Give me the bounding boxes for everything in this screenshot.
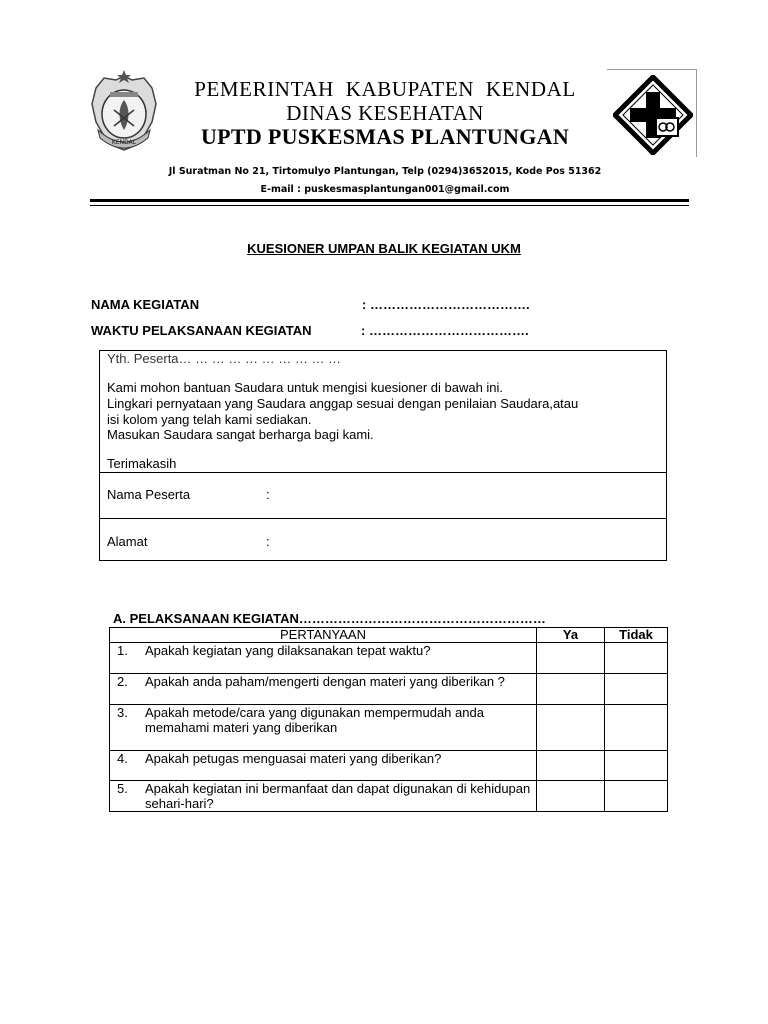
nama-kegiatan-field[interactable]: : ………………………………. <box>362 297 530 312</box>
nama-peserta-label: Nama Peserta <box>107 487 191 502</box>
crest-kendal-text: KENDAL <box>111 139 137 146</box>
section-a-heading: A. PELAKSANAAN KEGIATAN………………………………………………… <box>113 611 546 626</box>
column-header-ya: Ya <box>537 628 605 643</box>
question-number: 4. <box>117 751 128 766</box>
question-text: Apakah kegiatan yang dilaksanakan tepat waktu? <box>145 643 431 658</box>
question-text: Apakah anda paham/mengerti dengan materi yang diberikan ? <box>145 674 505 689</box>
answer-ya-cell[interactable] <box>537 643 605 674</box>
question-cell <box>110 781 537 812</box>
question-number: 5. <box>117 781 128 796</box>
table-row <box>110 781 668 812</box>
question-cell <box>110 674 537 705</box>
answer-ya-cell[interactable] <box>537 781 605 812</box>
waktu-pelaksanaan-field[interactable]: : ………………………………. <box>361 323 529 338</box>
answer-tidak-cell[interactable] <box>605 705 668 751</box>
intro-paragraph-3: isi kolom yang telah kami sediakan. <box>107 412 312 427</box>
alamat-field[interactable]: : <box>266 534 270 549</box>
intro-paragraph-1: Kami mohon bantuan Saudara untuk mengisi kuesioner di bawah ini. <box>107 380 504 395</box>
intro-paragraph-2: Lingkari pernyataan yang Saudara anggap sesuai dengan penilaian Saudara,atau <box>107 396 579 411</box>
header-rule-thin <box>90 205 689 206</box>
intro-thanks: Terimakasih <box>107 456 177 471</box>
nama-kegiatan-label: NAMA KEGIATAN <box>91 297 200 312</box>
answer-tidak-cell[interactable] <box>605 643 668 674</box>
answer-ya-cell[interactable] <box>537 674 605 705</box>
header-government: PEMERINTAH KABUPATEN KENDAL <box>194 77 576 101</box>
question-number: 3. <box>117 705 128 720</box>
alamat-label: Alamat <box>107 534 148 549</box>
header-email: E-mail : puskesmasplantungan001@gmail.com <box>260 184 510 195</box>
questionnaire-table <box>109 627 668 812</box>
question-text: Apakah petugas menguasai materi yang diberikan? <box>145 751 442 766</box>
intro-paragraph-4: Masukan Saudara sangat berharga bagi kami. <box>107 427 374 442</box>
answer-tidak-cell[interactable] <box>605 674 668 705</box>
intro-divider-2 <box>100 518 666 519</box>
table-row <box>110 643 668 674</box>
answer-tidak-cell[interactable] <box>605 751 668 781</box>
question-text: Apakah kegiatan ini bermanfaat dan dapat digunakan di kehidupan sehari-hari? <box>145 781 531 811</box>
header-department: DINAS KESEHATAN <box>286 101 484 125</box>
header-rule-thick <box>90 199 689 202</box>
intro-greeting: Yth. Peserta… … … … … … … … … … <box>107 351 342 366</box>
column-header-tidak: Tidak <box>605 628 668 643</box>
waktu-pelaksanaan-label: WAKTU PELAKSANAAN KEGIATAN <box>91 323 312 338</box>
nama-peserta-field[interactable]: : <box>266 487 270 502</box>
header-address: Jl Suratman No 21, Tirtomulyo Plantungan, Telp (0294)3652015, Kode Pos 51362 <box>168 166 602 177</box>
column-header-pertanyaan: PERTANYAAN <box>110 628 537 643</box>
question-cell <box>110 643 537 674</box>
table-row <box>110 751 668 781</box>
answer-ya-cell[interactable] <box>537 705 605 751</box>
question-cell <box>110 705 537 751</box>
question-number: 1. <box>117 643 128 658</box>
intro-box <box>99 350 667 561</box>
question-number: 2. <box>117 674 128 689</box>
document-title: KUESIONER UMPAN BALIK KEGIATAN UKM <box>247 241 521 256</box>
question-text: Apakah metode/cara yang digunakan mempermudah anda memahami materi yang diberikan <box>145 705 484 735</box>
answer-ya-cell[interactable] <box>537 751 605 781</box>
table-row <box>110 705 668 751</box>
answer-tidak-cell[interactable] <box>605 781 668 812</box>
table-header-row <box>110 628 668 643</box>
intro-divider-1 <box>100 472 666 473</box>
header-institution: UPTD PUSKESMAS PLANTUNGAN <box>200 124 570 149</box>
question-cell <box>110 751 537 781</box>
table-row <box>110 674 668 705</box>
